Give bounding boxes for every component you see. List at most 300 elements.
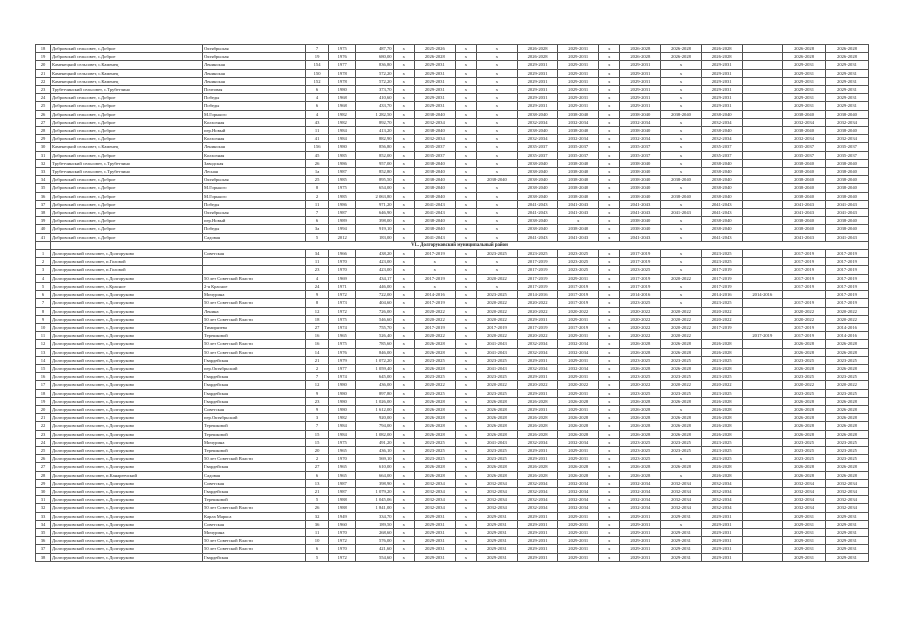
table-cell: 2026-2028	[783, 397, 826, 405]
table-cell: 491,20	[356, 438, 393, 446]
table-cell: x	[599, 389, 620, 397]
table-cell: М.Горького	[203, 110, 306, 118]
table-cell: 882,90	[356, 135, 393, 143]
table-cell: 2020-2022	[661, 381, 702, 389]
table-cell: 11	[305, 200, 329, 208]
table-cell: 2020-2022	[477, 332, 518, 340]
table-cell: 23	[36, 430, 51, 438]
table-cell: 2032-2034	[661, 496, 702, 504]
table-cell: 2038-2040	[517, 110, 558, 118]
table-cell: 2029-2031	[620, 520, 661, 528]
table-cell: 2020-2022	[414, 332, 455, 340]
table-cell: Долгоруковский сельсовет, с.Долгоруково	[50, 496, 202, 504]
table-cell: 2026-2028	[414, 397, 455, 405]
table-cell	[742, 348, 783, 356]
table-cell: x	[393, 118, 414, 126]
table-cell: x	[455, 184, 476, 192]
table-cell: 24	[36, 94, 51, 102]
table-cell: 2032-2034	[414, 487, 455, 495]
table-cell: 6	[305, 471, 329, 479]
table-cell: 2023-2025	[701, 446, 742, 454]
table-cell: x	[455, 348, 476, 356]
table-cell: 34	[36, 176, 51, 184]
table-cell: x	[599, 250, 620, 258]
table-row	[36, 356, 869, 364]
table-cell: 2014-2016	[517, 291, 558, 299]
table-cell: x	[455, 258, 476, 266]
table-cell: Гвардейская	[203, 373, 306, 381]
table-cell: 1 612,00	[356, 405, 393, 413]
table-cell: 2017-2019	[517, 323, 558, 331]
table-cell: 2038-2040	[414, 184, 455, 192]
table-cell: 50 лет Советской Власти	[203, 455, 306, 463]
table-cell: 2026-2028	[477, 397, 518, 405]
table-cell: 2038-2040	[783, 192, 826, 200]
table-cell: 2026-2028	[414, 422, 455, 430]
table-cell: 2020-2022	[620, 323, 661, 331]
table-cell: 22	[36, 77, 51, 85]
table-cell: 2026-2028	[517, 53, 558, 61]
table-cell: 2020-2022	[414, 381, 455, 389]
table-cell: 2029-2031	[825, 512, 868, 520]
table-cell: пер.Октябрьский	[203, 364, 306, 372]
table-cell: Добровский сельсовет, с.Доброе	[50, 94, 202, 102]
table-cell: Гвардейская	[203, 397, 306, 405]
table-cell: 2023-2025	[620, 446, 661, 454]
table-cell: 2032-2034	[825, 118, 868, 126]
table-cell: 2032-2034	[825, 504, 868, 512]
table-cell	[742, 487, 783, 495]
table-cell: 2032-2034	[558, 340, 599, 348]
table-cell: 2017-2019	[620, 274, 661, 282]
table-cell	[742, 405, 783, 413]
table-cell: x	[599, 282, 620, 290]
table-cell: 1970	[329, 528, 356, 536]
table-cell: 2020-2022	[783, 381, 826, 389]
table-cell: 31	[36, 496, 51, 504]
table-cell: 2038-2040	[701, 159, 742, 167]
table-cell: 1985	[329, 176, 356, 184]
table-cell: 11	[305, 258, 329, 266]
table-cell: 2029-2031	[517, 446, 558, 454]
table-cell: 2014-2016	[701, 291, 742, 299]
table-cell: x	[393, 258, 414, 266]
table-cell: 2032-2034	[517, 118, 558, 126]
table-cell	[742, 455, 783, 463]
table-cell: x	[455, 61, 476, 69]
table-cell: Победы	[203, 102, 306, 110]
table-cell: 50 лет Советской Власти	[203, 299, 306, 307]
table-cell: 16	[36, 373, 51, 381]
table-cell: 2023-2025	[783, 438, 826, 446]
table-row	[36, 192, 869, 200]
table-cell: x	[393, 209, 414, 217]
table-cell: 2029-2031	[701, 520, 742, 528]
table-cell	[742, 430, 783, 438]
table-cell: x	[455, 397, 476, 405]
table-cell	[701, 332, 742, 340]
table-cell: 2026-2028	[661, 45, 702, 53]
table-row	[36, 291, 869, 299]
table-cell: Долгоруковский сельсовет, с.Долгоруково	[50, 438, 202, 446]
table-cell: 2029-2031	[517, 405, 558, 413]
table-cell: 11	[305, 528, 329, 536]
table-cell: 2038-2040	[620, 159, 661, 167]
table-cell: x	[393, 422, 414, 430]
table-cell: 2032-2034	[661, 487, 702, 495]
table-cell: 1971	[329, 282, 356, 290]
table-cell: Добровский сельсовет, с.Доброе	[50, 45, 202, 53]
table-cell: x	[455, 53, 476, 61]
table-cell: 2023-2025	[558, 250, 599, 258]
table-cell: 1985	[329, 151, 356, 159]
table-row	[36, 332, 869, 340]
table-cell: 2029-2031	[517, 373, 558, 381]
table-cell: 2017-2019	[825, 291, 868, 299]
table-cell: 1980	[329, 86, 356, 94]
table-cell: x	[477, 217, 518, 225]
table-cell: 2020-2022	[517, 307, 558, 315]
table-cell: 39	[36, 217, 51, 225]
table-cell: x	[455, 192, 476, 200]
table-cell: 2023-2025	[783, 389, 826, 397]
table-cell: 1982	[329, 414, 356, 422]
table-cell: x	[599, 397, 620, 405]
table-cell: 2038-2040	[825, 159, 868, 167]
table-row	[36, 348, 869, 356]
table-cell: 9	[305, 405, 329, 413]
table-cell: 36	[36, 537, 51, 545]
table-cell: x	[393, 192, 414, 200]
table-cell: 2038-2040	[783, 110, 826, 118]
table-cell: 2026-2028	[517, 422, 558, 430]
table-cell: 7	[305, 45, 329, 53]
table-cell: x	[455, 307, 476, 315]
table-cell	[742, 258, 783, 266]
table-cell	[742, 159, 783, 167]
table-cell: 2029-2031	[701, 553, 742, 561]
table-cell: Советская	[203, 405, 306, 413]
table-row	[36, 455, 869, 463]
table-cell: x	[414, 258, 455, 266]
table-cell: 2020-2022	[620, 332, 661, 340]
table-cell: 1975	[329, 340, 356, 348]
table-cell: x	[477, 266, 518, 274]
table-cell: 971,20	[356, 200, 393, 208]
table-cell: 2041-2043	[477, 348, 518, 356]
table-cell: 2026-2028	[661, 430, 702, 438]
table-cell: 29	[36, 135, 51, 143]
table-cell: 20	[305, 446, 329, 454]
table-cell: 2026-2028	[620, 414, 661, 422]
table-cell: 12	[305, 381, 329, 389]
table-cell: 1987	[329, 479, 356, 487]
table-cell: x	[393, 127, 414, 135]
table-cell: 2020-2022	[701, 381, 742, 389]
table-cell: 423,00	[356, 266, 393, 274]
table-cell: 9	[305, 291, 329, 299]
table-cell: 2041-2043	[825, 200, 868, 208]
table-cell: x	[393, 520, 414, 528]
table-cell: 2035-2037	[517, 151, 558, 159]
table-cell: 1975	[329, 315, 356, 323]
table-cell: 2026-2028	[517, 463, 558, 471]
table-cell: x	[455, 274, 476, 282]
table-cell: x	[393, 291, 414, 299]
table-cell: Победы	[203, 225, 306, 233]
table-cell: 2035-2037	[517, 143, 558, 151]
table-cell: 1 026,00	[356, 397, 393, 405]
table-cell: 1972	[329, 291, 356, 299]
table-cell: 2017-2019	[742, 332, 783, 340]
table-cell: 2035-2037	[701, 143, 742, 151]
table-row	[36, 184, 869, 192]
table-cell: x	[393, 299, 414, 307]
table-cell: 2026-2028	[517, 397, 558, 405]
table-cell: Добровский сельсовет, с.Доброе	[50, 209, 202, 217]
table-cell: 2023-2025	[701, 356, 742, 364]
table-cell: 2029-2031	[558, 553, 599, 561]
table-cell: 27	[305, 463, 329, 471]
table-cell: 2026-2028	[477, 430, 518, 438]
table-cell: x	[599, 168, 620, 176]
table-cell: 2026-2028	[414, 53, 455, 61]
table-cell: 2023-2025	[701, 438, 742, 446]
table-cell: 36	[305, 520, 329, 528]
table-cell: x	[414, 266, 455, 274]
table-cell: Трубетчинский сельсовет, с.Трубетчино	[50, 168, 202, 176]
table-cell: 836,80	[356, 61, 393, 69]
table-cell: x	[599, 53, 620, 61]
table-cell: 20	[36, 61, 51, 69]
table-cell: Гвардейская	[203, 381, 306, 389]
table-cell: 2035-2037	[414, 143, 455, 151]
table-cell: x	[393, 537, 414, 545]
table-cell: 2029-2031	[558, 528, 599, 536]
table-cell: 27	[36, 463, 51, 471]
table-cell: x	[599, 143, 620, 151]
table-cell: 2038-2040	[701, 168, 742, 176]
table-cell: 1989	[329, 217, 356, 225]
table-cell: Трубетчинский сельсовет, с.Трубетчино	[50, 86, 202, 94]
table-cell: x	[393, 323, 414, 331]
table-row	[36, 496, 869, 504]
table-cell: 2029-2031	[825, 520, 868, 528]
table-cell: 30	[36, 487, 51, 495]
table-cell: 1968	[329, 102, 356, 110]
table-cell: 2023-2025	[620, 455, 661, 463]
table-cell: x	[477, 94, 518, 102]
table-cell: x	[455, 118, 476, 126]
table-cell: x	[599, 512, 620, 520]
table-cell: 2026-2028	[701, 422, 742, 430]
table-cell: x	[599, 127, 620, 135]
table-cell: 21	[36, 414, 51, 422]
table-cell: 1977	[329, 364, 356, 372]
table-cell: x	[455, 479, 476, 487]
table-cell	[742, 471, 783, 479]
table-cell: x	[661, 69, 702, 77]
table-cell: 32	[36, 504, 51, 512]
table-cell: 2023-2025	[825, 356, 868, 364]
table-cell: 2038-2040	[783, 168, 826, 176]
table-cell	[742, 45, 783, 53]
table-cell: 2026-2028	[558, 422, 599, 430]
table-cell: 5	[305, 496, 329, 504]
table-cell: 2029-2031	[825, 545, 868, 553]
table-cell: 2029-2031	[701, 537, 742, 545]
table-cell: 2041-2043	[783, 233, 826, 241]
table-cell: 2023-2025	[701, 455, 742, 463]
table-cell: 2029-2031	[517, 61, 558, 69]
table-cell: 2023-2025	[661, 446, 702, 454]
table-cell: 2029-2031	[558, 537, 599, 545]
table-cell: 2029-2031	[783, 94, 826, 102]
table-cell: 1972	[329, 307, 356, 315]
table-cell: 2029-2031	[661, 528, 702, 536]
table-cell: 2020-2022	[558, 381, 599, 389]
table-cell: 2029-2031	[620, 77, 661, 85]
table-cell: 446,00	[356, 282, 393, 290]
table-cell: 2017-2019	[783, 250, 826, 258]
table-cell: 2023-2025	[701, 250, 742, 258]
table-row	[36, 504, 869, 512]
table-cell: x	[455, 291, 476, 299]
table-cell: x	[599, 209, 620, 217]
table-cell: 2029-2031	[783, 61, 826, 69]
table-cell: x	[455, 69, 476, 77]
table-cell: 1972	[329, 553, 356, 561]
table-cell: x	[599, 307, 620, 315]
table-cell: 2017-2019	[825, 266, 868, 274]
table-cell: 2029-2031	[558, 45, 599, 53]
table-cell: 2029-2031	[414, 94, 455, 102]
table-cell: 2017-2019	[825, 299, 868, 307]
table-cell: 19	[36, 397, 51, 405]
table-body-top	[36, 45, 869, 242]
table-cell: x	[599, 471, 620, 479]
table-cell: Тимирязева	[203, 323, 306, 331]
table-cell: 2035-2037	[783, 143, 826, 151]
table-cell: x	[599, 537, 620, 545]
table-cell: 2032-2034	[517, 364, 558, 372]
table-cell: 2032-2034	[701, 118, 742, 126]
table-cell: 6	[305, 545, 329, 553]
table-cell: 14	[36, 356, 51, 364]
table-cell: 2023-2025	[661, 356, 702, 364]
table-cell: 1949	[329, 512, 356, 520]
table-cell: x	[599, 430, 620, 438]
table-row	[36, 159, 869, 167]
table-cell: 2029-2031	[701, 77, 742, 85]
table-row	[36, 405, 869, 413]
table-cell: 1975	[329, 184, 356, 192]
table-cell: 40	[36, 225, 51, 233]
table-cell: 1970	[329, 266, 356, 274]
table-cell: x	[455, 266, 476, 274]
table-cell: 2038-2040	[825, 192, 868, 200]
table-cell: x	[455, 209, 476, 217]
table-cell	[742, 209, 783, 217]
table-cell: 654,00	[356, 184, 393, 192]
table-cell: 2026-2028	[477, 405, 518, 413]
table-cell: x	[599, 356, 620, 364]
table-cell: x	[455, 217, 476, 225]
table-cell	[742, 250, 783, 258]
table-cell: 2032-2034	[558, 348, 599, 356]
table-cell: 2026-2028	[783, 414, 826, 422]
table-row	[36, 200, 869, 208]
table-cell: 2026-2028	[661, 364, 702, 372]
table-cell: x	[393, 405, 414, 413]
table-cell: x	[477, 159, 518, 167]
table-row	[36, 61, 869, 69]
table-cell: 2029-2031	[517, 77, 558, 85]
table-cell	[742, 143, 783, 151]
table-cell: 2029-2031	[414, 545, 455, 553]
table-cell: 2038-2040	[477, 176, 518, 184]
table-cell: 2029-2031	[825, 528, 868, 536]
table-cell	[742, 356, 783, 364]
table-row	[36, 422, 869, 430]
table-cell: x	[455, 405, 476, 413]
table-cell: 2026-2028	[701, 463, 742, 471]
table-cell: 2020-2022	[661, 315, 702, 323]
table-cell: Октябрьская	[203, 176, 306, 184]
table-row	[36, 77, 869, 85]
table-cell: 2026-2028	[517, 45, 558, 53]
table-cell: 2041-2043	[620, 233, 661, 241]
table-cell: x	[455, 364, 476, 372]
table-cell: 2017-2019	[558, 282, 599, 290]
table-cell: 2014-2016	[620, 291, 661, 299]
table-cell: 664,00	[356, 471, 393, 479]
table-cell: Долгоруковский сельсовет, с.Долгоруково	[50, 299, 202, 307]
table-cell	[742, 118, 783, 126]
table-cell: 36	[36, 192, 51, 200]
table-cell: 2017-2019	[558, 323, 599, 331]
table-cell: 2026-2028	[414, 348, 455, 356]
table-cell	[742, 217, 783, 225]
table-cell: x	[599, 340, 620, 348]
table-cell: 9	[305, 389, 329, 397]
table-cell: 2029-2031	[517, 537, 558, 545]
table-cell: x	[455, 45, 476, 53]
table-cell: 2029-2031	[825, 77, 868, 85]
table-cell: Долгоруковский сельсовет, с.Долгоруково	[50, 340, 202, 348]
table-cell: 7	[305, 209, 329, 217]
table-cell: 2029-2031	[558, 69, 599, 77]
table-cell: 9	[36, 315, 51, 323]
table-cell: x	[393, 69, 414, 77]
table-cell: 2029-2031	[477, 545, 518, 553]
table-cell: x	[661, 86, 702, 94]
table-cell: 646,90	[356, 209, 393, 217]
table-cell: 8	[36, 307, 51, 315]
table-cell: x	[599, 102, 620, 110]
table-cell	[742, 176, 783, 184]
table-cell: 2029-2031	[558, 405, 599, 413]
table-cell: Долгоруковский сельсовет, с.Долгоруково	[50, 315, 202, 323]
table-cell: 2017-2019	[783, 274, 826, 282]
table-cell: Трубетчинский сельсовет, с.Трубетчино	[50, 159, 202, 167]
table-cell: 2032-2034	[517, 479, 558, 487]
table-cell: x	[393, 86, 414, 94]
table-cell: 2020-2022	[620, 381, 661, 389]
table-cell: 2023-2025	[620, 373, 661, 381]
table-cell: 2026-2028	[620, 430, 661, 438]
table-cell: 2038-2040	[620, 192, 661, 200]
